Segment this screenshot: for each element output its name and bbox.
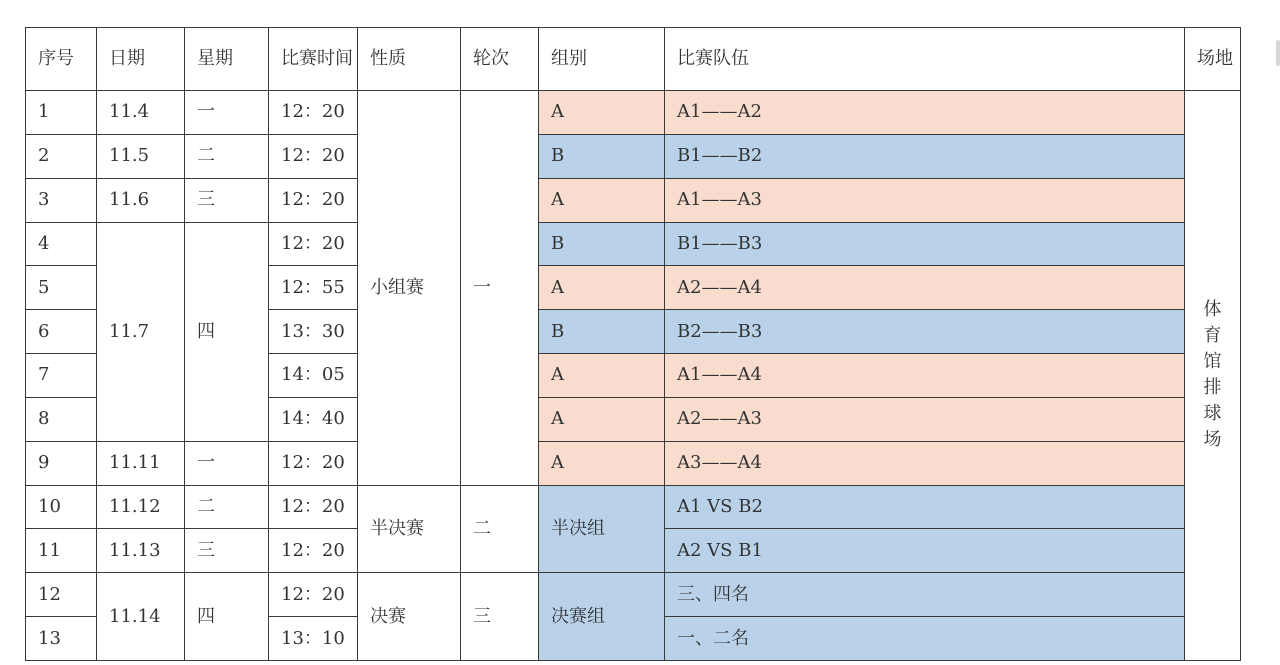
cell-venue	[1185, 91, 1241, 661]
cell-teams: 一、二名	[665, 617, 1185, 661]
cell-weekday: 二	[185, 485, 269, 529]
cell-teams: A3——A4	[665, 441, 1185, 485]
table-row	[26, 91, 1241, 135]
cell-date: 11.4	[97, 91, 185, 135]
cell-round-group-stage: 一	[461, 91, 539, 486]
cell-group: A	[539, 178, 665, 222]
cell-group-final: 决赛组	[539, 573, 665, 661]
cell-teams: A1 VS B2	[665, 485, 1185, 529]
cell-time: 13：30	[269, 310, 358, 354]
cell-time: 12：20	[269, 91, 358, 135]
cell-no: 1	[26, 91, 97, 135]
header-venue: 场地	[1185, 28, 1241, 91]
cell-group: B	[539, 310, 665, 354]
cell-teams: A1——A4	[665, 354, 1185, 398]
cell-date: 11.11	[97, 441, 185, 485]
cell-date: 11.14	[97, 573, 185, 661]
cell-time: 12：20	[269, 222, 358, 266]
header-teams: 比赛队伍	[665, 28, 1185, 91]
cell-group: A	[539, 266, 665, 310]
cell-round-semifinal: 二	[461, 485, 539, 573]
cell-time: 12：20	[269, 441, 358, 485]
cell-group: A	[539, 441, 665, 485]
header-type: 性质	[358, 28, 461, 91]
cell-time: 14：40	[269, 397, 358, 441]
cell-no: 4	[26, 222, 97, 266]
cell-teams: B1——B2	[665, 134, 1185, 178]
cell-group: B	[539, 134, 665, 178]
cell-no: 7	[26, 354, 97, 398]
cell-time: 12：20	[269, 573, 358, 617]
cell-teams: A2——A4	[665, 266, 1185, 310]
cell-group: B	[539, 222, 665, 266]
cell-teams: 三、四名	[665, 573, 1185, 617]
cell-no: 9	[26, 441, 97, 485]
cell-no: 13	[26, 617, 97, 661]
cell-type-group-stage: 小组赛	[358, 91, 461, 486]
cell-weekday: 一	[185, 91, 269, 135]
cell-group: A	[539, 91, 665, 135]
cell-time: 12：20	[269, 485, 358, 529]
cell-time: 12：55	[269, 266, 358, 310]
cell-group: A	[539, 354, 665, 398]
header-row	[26, 28, 1241, 91]
cell-weekday: 四	[185, 573, 269, 661]
cell-date: 11.13	[97, 529, 185, 573]
cell-teams: A1——A2	[665, 91, 1185, 135]
cell-type-final: 决赛	[358, 573, 461, 661]
cell-teams: A1——A3	[665, 178, 1185, 222]
header-date: 日期	[97, 28, 185, 91]
cell-time: 14：05	[269, 354, 358, 398]
cell-no: 2	[26, 134, 97, 178]
cell-date: 11.12	[97, 485, 185, 529]
cell-date: 11.7	[97, 222, 185, 441]
header-round: 轮次	[461, 28, 539, 91]
cell-time: 12：20	[269, 134, 358, 178]
cell-time: 12：20	[269, 529, 358, 573]
cell-weekday: 四	[185, 222, 269, 441]
table-row	[26, 134, 1241, 178]
match-schedule-table	[25, 27, 1241, 661]
cell-date: 11.6	[97, 178, 185, 222]
cell-weekday: 二	[185, 134, 269, 178]
cell-no: 5	[26, 266, 97, 310]
venue-text: 体育馆排球场	[1203, 299, 1222, 451]
header-no: 序号	[26, 28, 97, 91]
cell-date: 11.5	[97, 134, 185, 178]
table-row	[26, 485, 1241, 529]
table-row	[26, 441, 1241, 485]
cell-weekday: 一	[185, 441, 269, 485]
cell-no: 3	[26, 178, 97, 222]
cell-group-semifinal: 半决组	[539, 485, 665, 573]
cell-no: 6	[26, 310, 97, 354]
scrollbar-thumb[interactable]	[1276, 40, 1280, 66]
cell-teams: B1——B3	[665, 222, 1185, 266]
cell-no: 8	[26, 397, 97, 441]
cell-teams: A2——A3	[665, 397, 1185, 441]
cell-weekday: 三	[185, 178, 269, 222]
cell-weekday: 三	[185, 529, 269, 573]
cell-group: A	[539, 397, 665, 441]
table-row	[26, 178, 1241, 222]
cell-no: 11	[26, 529, 97, 573]
cell-no: 10	[26, 485, 97, 529]
header-time: 比赛时间	[269, 28, 358, 91]
header-weekday: 星期	[185, 28, 269, 91]
cell-time: 13：10	[269, 617, 358, 661]
table-row	[26, 222, 1241, 266]
cell-round-final: 三	[461, 573, 539, 661]
cell-type-semifinal: 半决赛	[358, 485, 461, 573]
cell-no: 12	[26, 573, 97, 617]
table-row	[26, 573, 1241, 617]
cell-teams: B2——B3	[665, 310, 1185, 354]
header-group: 组别	[539, 28, 665, 91]
cell-teams: A2 VS B1	[665, 529, 1185, 573]
cell-time: 12：20	[269, 178, 358, 222]
